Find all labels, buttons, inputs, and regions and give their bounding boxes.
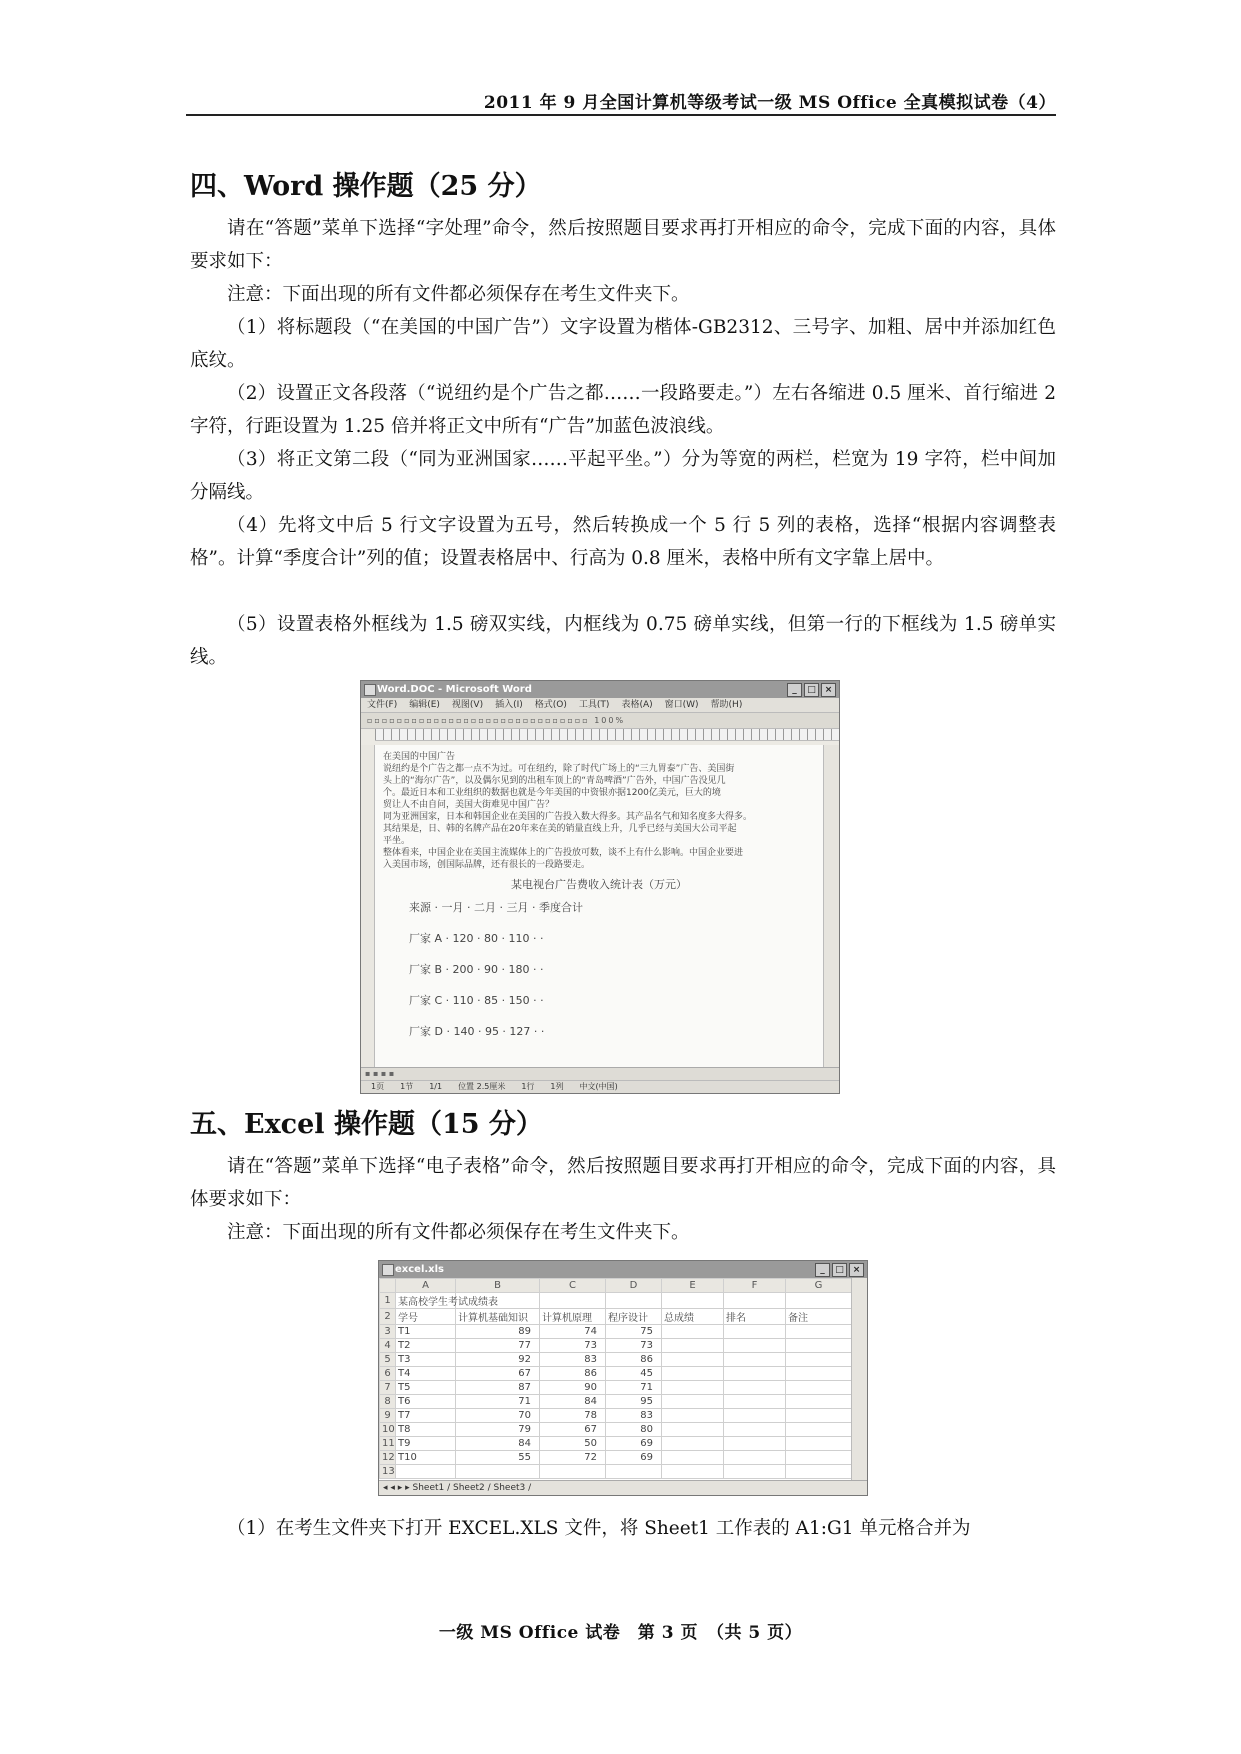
row-header: 11 xyxy=(380,1437,396,1451)
view-buttons: ▪ ▪ ▪ ▪ xyxy=(361,1068,839,1081)
table-cell: 86 xyxy=(540,1367,606,1381)
table-row xyxy=(380,1367,852,1381)
status-page: 1页 xyxy=(371,1082,385,1091)
table-cell: 73 xyxy=(540,1339,606,1353)
word-document-area xyxy=(375,745,823,1067)
row-header: 9 xyxy=(380,1409,396,1423)
table-cell xyxy=(396,1465,456,1479)
table-cell: 45 xyxy=(606,1367,662,1381)
table-cell xyxy=(662,1339,724,1353)
table-cell: T2 xyxy=(396,1339,456,1353)
excel-titlebar xyxy=(379,1261,867,1278)
section-5-note: 注意：下面出现的所有文件都必须保存在考生文件夹下。 xyxy=(227,1222,690,1243)
table-row xyxy=(380,1395,852,1409)
table-cell xyxy=(786,1451,852,1465)
doc-line: 同为亚洲国家，日本和韩国企业在美国的广告投入数大得多。其产品名气和知名度多大得多。 xyxy=(383,812,753,822)
table-cell: 排名 xyxy=(724,1309,786,1325)
section-5-intro: 请在“答题”菜单下选择“电子表格”命令，然后按照题目要求再打开相应的命令，完成下面的内容，具体要求如下： xyxy=(190,1156,1056,1210)
close-icon: × xyxy=(821,683,836,697)
status-section: 1节 xyxy=(400,1082,414,1091)
maximize-icon: □ xyxy=(804,683,819,697)
table-cell xyxy=(724,1451,786,1465)
column-header: B xyxy=(456,1279,540,1293)
table-cell xyxy=(724,1353,786,1367)
page-header: 2011 年 9 月全国计算机等级考试一级 MS Office 全真模拟试卷（4） xyxy=(483,93,1056,113)
menu-item-edit: 编辑(E) xyxy=(409,700,440,710)
sheet-tab-names: Sheet1 / Sheet2 / Sheet3 / xyxy=(412,1483,532,1493)
table-cell xyxy=(662,1325,724,1339)
table-cell: 73 xyxy=(606,1339,662,1353)
section-5-item-1: （1）在考生文件夹下打开 EXCEL.XLS 文件，将 Sheet1 工作表的 A1:G1 单元格合并为 xyxy=(227,1518,971,1539)
table-row xyxy=(380,1309,852,1325)
sheet-tabs: ◂ ◂ ▸ ▸ Sheet1 / Sheet2 / Sheet3 / xyxy=(379,1480,867,1495)
table-row xyxy=(380,1381,852,1395)
table-cell: 计算机原理 xyxy=(540,1309,606,1325)
menu-item-format: 格式(O) xyxy=(534,700,567,710)
page-footer: 一级 MS Office 试卷 第 3 页 （共 5 页） xyxy=(438,1623,803,1643)
table-cell xyxy=(786,1325,852,1339)
menu-item-file: 文件(F) xyxy=(367,700,398,710)
menu-item-table: 表格(A) xyxy=(621,700,653,710)
table-cell xyxy=(786,1293,852,1309)
table-cell: T8 xyxy=(396,1423,456,1437)
corner-cell xyxy=(380,1279,396,1293)
table-cell xyxy=(540,1293,606,1309)
table-cell: 程序设计 xyxy=(606,1309,662,1325)
table-cell xyxy=(724,1409,786,1423)
column-header-row xyxy=(380,1279,852,1293)
table-cell xyxy=(662,1451,724,1465)
table-cell xyxy=(724,1395,786,1409)
table-cell: 69 xyxy=(606,1451,662,1465)
row-header: 13 xyxy=(380,1465,396,1479)
section-4-heading: 四、Word 操作题（25 分） xyxy=(190,171,542,202)
table-cell: 学号 xyxy=(396,1309,456,1325)
table-cell: 备注 xyxy=(786,1309,852,1325)
table-cell xyxy=(724,1367,786,1381)
table-cell: 50 xyxy=(540,1437,606,1451)
column-header: C xyxy=(540,1279,606,1293)
table-cell: T7 xyxy=(396,1409,456,1423)
table-cell xyxy=(786,1381,852,1395)
status-column: 1列 xyxy=(550,1082,564,1091)
status-pages: 1/1 xyxy=(429,1082,443,1091)
doc-line: 其结果是，日、韩的名牌产品在20年来在美的销量直线上升，几乎已经与美国大公司平起 xyxy=(383,824,737,834)
table-row xyxy=(380,1339,852,1353)
maximize-icon: □ xyxy=(832,1263,847,1277)
table-cell xyxy=(786,1423,852,1437)
column-header: E xyxy=(662,1279,724,1293)
table-cell: 71 xyxy=(456,1395,540,1409)
table-cell: T10 xyxy=(396,1451,456,1465)
vertical-ruler xyxy=(361,745,375,1067)
table-cell: 83 xyxy=(540,1353,606,1367)
row-header: 1 xyxy=(380,1293,396,1309)
table-cell: T9 xyxy=(396,1437,456,1451)
doc-table-title: 某电视台广告费收入统计表（万元） xyxy=(511,878,687,891)
table-cell: T3 xyxy=(396,1353,456,1367)
table-cell: 84 xyxy=(456,1437,540,1451)
table-cell xyxy=(662,1437,724,1451)
table-cell: 74 xyxy=(540,1325,606,1339)
menu-item-window: 窗口(W) xyxy=(664,700,699,710)
row-header: 4 xyxy=(380,1339,396,1353)
excel-vertical-scrollbar xyxy=(851,1278,867,1481)
word-titlebar xyxy=(361,681,839,698)
table-cell: 某高校学生考试成绩表 xyxy=(396,1293,456,1309)
row-header: 8 xyxy=(380,1395,396,1409)
column-header: F xyxy=(724,1279,786,1293)
task-item-1: （1）将标题段（“在美国的中国广告”）文字设置为楷体-GB2312、三号字、加粗、居中并添加红色底纹。 xyxy=(190,317,1056,371)
status-line: 1行 xyxy=(521,1082,535,1091)
table-cell xyxy=(786,1409,852,1423)
table-cell xyxy=(540,1465,606,1479)
status-position: 位置 2.5厘米 xyxy=(458,1082,506,1091)
table-cell xyxy=(786,1339,852,1353)
table-row xyxy=(380,1465,852,1479)
word-app-icon xyxy=(364,684,376,696)
table-cell xyxy=(786,1465,852,1479)
menu-item-tools: 工具(T) xyxy=(578,700,610,710)
table-cell: 55 xyxy=(456,1451,540,1465)
task-item-4: （4）先将文中后 5 行文字设置为五号，然后转换成一个 5 行 5 列的表格，选择“根据内容调整表格”。计算“季度合计”列的值；设置表格居中、行高为 0.8 厘米，表格中所有文字靠上居中。 xyxy=(190,515,1056,569)
table-cell xyxy=(662,1353,724,1367)
table-cell: 计算机基础知识 xyxy=(456,1309,540,1325)
column-header: D xyxy=(606,1279,662,1293)
table-cell: 75 xyxy=(606,1325,662,1339)
minimize-icon: _ xyxy=(815,1263,830,1277)
excel-app-icon xyxy=(382,1264,394,1276)
table-cell xyxy=(724,1437,786,1451)
table-cell: T1 xyxy=(396,1325,456,1339)
table-cell: T6 xyxy=(396,1395,456,1409)
menu-item-view: 视图(V) xyxy=(451,700,484,710)
row-header: 3 xyxy=(380,1325,396,1339)
table-cell xyxy=(786,1367,852,1381)
task-item-2: （2）设置正文各段落（“说纽约是个广告之都……一段路要走。”）左右各缩进 0.5 厘米、首行缩进 2 字符，行距设置为 1.25 倍并将正文中所有“广告”加蓝色波浪线。 xyxy=(190,383,1056,437)
doc-line: 贸让人不由自问，美国大街难见中国广告？ xyxy=(383,800,555,810)
zoom-level: 100% xyxy=(594,716,626,725)
doc-table-row: 厂家 D · 140 · 95 · 127 · · xyxy=(409,1025,545,1038)
column-header: G xyxy=(786,1279,852,1293)
table-cell: 71 xyxy=(606,1381,662,1395)
doc-table-row: 厂家 B · 200 · 90 · 180 · · xyxy=(409,963,544,976)
doc-line: 在美国的中国广告 xyxy=(383,752,456,762)
word-toolbar: ▫▫▫▫▫▫▫▫▫▫▫▫▫▫▫▫▫▫▫▫▫▫▫▫▫▫▫▫▫▫ 100% xyxy=(361,713,839,729)
table-row xyxy=(380,1437,852,1451)
table-cell: 69 xyxy=(606,1437,662,1451)
excel-grid xyxy=(379,1278,852,1479)
table-cell xyxy=(662,1293,724,1309)
word-vertical-scrollbar xyxy=(823,745,839,1067)
table-cell: 83 xyxy=(606,1409,662,1423)
table-cell: T5 xyxy=(396,1381,456,1395)
column-header: A xyxy=(396,1279,456,1293)
table-cell: 总成绩 xyxy=(662,1309,724,1325)
status-language: 中文(中国) xyxy=(579,1082,618,1091)
table-cell: 87 xyxy=(456,1381,540,1395)
word-menubar xyxy=(361,698,839,713)
table-cell xyxy=(724,1293,786,1309)
table-cell xyxy=(724,1381,786,1395)
row-header: 7 xyxy=(380,1381,396,1395)
table-cell xyxy=(606,1293,662,1309)
table-cell: 84 xyxy=(540,1395,606,1409)
table-cell: 79 xyxy=(456,1423,540,1437)
table-cell xyxy=(724,1465,786,1479)
menu-item-help: 帮助(H) xyxy=(710,700,743,710)
row-header: 12 xyxy=(380,1451,396,1465)
table-cell xyxy=(786,1353,852,1367)
table-cell xyxy=(456,1465,540,1479)
row-header: 6 xyxy=(380,1367,396,1381)
table-cell xyxy=(662,1409,724,1423)
task-item-5: （5）设置表格外框线为 1.5 磅双实线，内框线为 0.75 磅单实线，但第一行的下框线为 1.5 磅单实线。 xyxy=(190,614,1056,668)
table-cell xyxy=(606,1465,662,1479)
table-cell xyxy=(662,1381,724,1395)
header-rule xyxy=(186,114,1056,116)
doc-table-row: 来源 · 一月 · 二月 · 三月 · 季度合计 xyxy=(409,901,583,914)
doc-line: 整体看来，中国企业在美国主流媒体上的广告投放可数，谈不上有什么影响。中国企业要进 xyxy=(383,848,744,858)
table-cell: 95 xyxy=(606,1395,662,1409)
doc-line: 平坐。 xyxy=(383,836,411,846)
table-cell xyxy=(662,1395,724,1409)
word-title: Word.DOC - Microsoft Word xyxy=(377,684,532,695)
table-cell: 70 xyxy=(456,1409,540,1423)
table-row xyxy=(380,1409,852,1423)
doc-table-row: 厂家 C · 110 · 85 · 150 · · xyxy=(409,994,544,1007)
word-ruler xyxy=(375,729,839,741)
table-row xyxy=(380,1423,852,1437)
section-4-intro: 请在“答题”菜单下选择“字处理”命令，然后按照题目要求再打开相应的命令，完成下面的内容，具体要求如下： xyxy=(190,218,1056,272)
table-cell: 86 xyxy=(606,1353,662,1367)
table-cell xyxy=(724,1325,786,1339)
table-cell: T4 xyxy=(396,1367,456,1381)
table-cell: 67 xyxy=(456,1367,540,1381)
minimize-icon: _ xyxy=(787,683,802,697)
doc-line: 头上的“海尔广告”，以及偶尔见到的出租车顶上的“青岛啤酒”广告外，中国广告没见几 xyxy=(383,776,726,786)
table-cell: 67 xyxy=(540,1423,606,1437)
table-cell: 90 xyxy=(540,1381,606,1395)
task-item-3: （3）将正文第二段（“同为亚洲国家……平起平坐。”）分为等宽的两栏，栏宽为 19 字符，栏中间加分隔线。 xyxy=(190,449,1056,503)
table-cell: 89 xyxy=(456,1325,540,1339)
table-cell: 77 xyxy=(456,1339,540,1353)
table-cell xyxy=(724,1423,786,1437)
row-header: 10 xyxy=(380,1423,396,1437)
section-4-note: 注意：下面出现的所有文件都必须保存在考生文件夹下。 xyxy=(227,284,690,305)
doc-table-row: 厂家 A · 120 · 80 · 110 · · xyxy=(409,932,544,945)
table-row xyxy=(380,1325,852,1339)
menu-item-insert: 插入(I) xyxy=(495,700,523,710)
word-statusbar xyxy=(361,1067,839,1093)
table-cell xyxy=(786,1395,852,1409)
doc-line: 个。最近日本和工业组织的数据也就是今年美国的中资银亦据1200亿美元，巨大的境 xyxy=(383,788,721,798)
row-header: 5 xyxy=(380,1353,396,1367)
table-cell: 72 xyxy=(540,1451,606,1465)
close-icon: × xyxy=(849,1263,864,1277)
row-header: 2 xyxy=(380,1309,396,1325)
section-5-heading: 五、Excel 操作题（15 分） xyxy=(190,1109,543,1140)
doc-table-text xyxy=(383,879,815,1056)
table-row xyxy=(380,1451,852,1465)
table-cell: 92 xyxy=(456,1353,540,1367)
table-cell xyxy=(662,1465,724,1479)
doc-line: 入美国市场，创国际品牌，还有很长的一段路要走。 xyxy=(383,860,591,870)
doc-line: 说纽约是个广告之都一点不为过。可在纽约，除了时代广场上的“三九胃泰”广告、美国街 xyxy=(383,764,735,774)
table-cell xyxy=(786,1437,852,1451)
table-cell xyxy=(662,1367,724,1381)
table-row xyxy=(380,1353,852,1367)
table-cell xyxy=(724,1339,786,1353)
word-window-screenshot xyxy=(360,680,840,1094)
table-cell: 80 xyxy=(606,1423,662,1437)
table-row xyxy=(380,1293,852,1309)
excel-title: excel.xls xyxy=(395,1264,444,1275)
table-cell: 78 xyxy=(540,1409,606,1423)
table-cell xyxy=(662,1423,724,1437)
excel-window-screenshot xyxy=(378,1260,868,1496)
